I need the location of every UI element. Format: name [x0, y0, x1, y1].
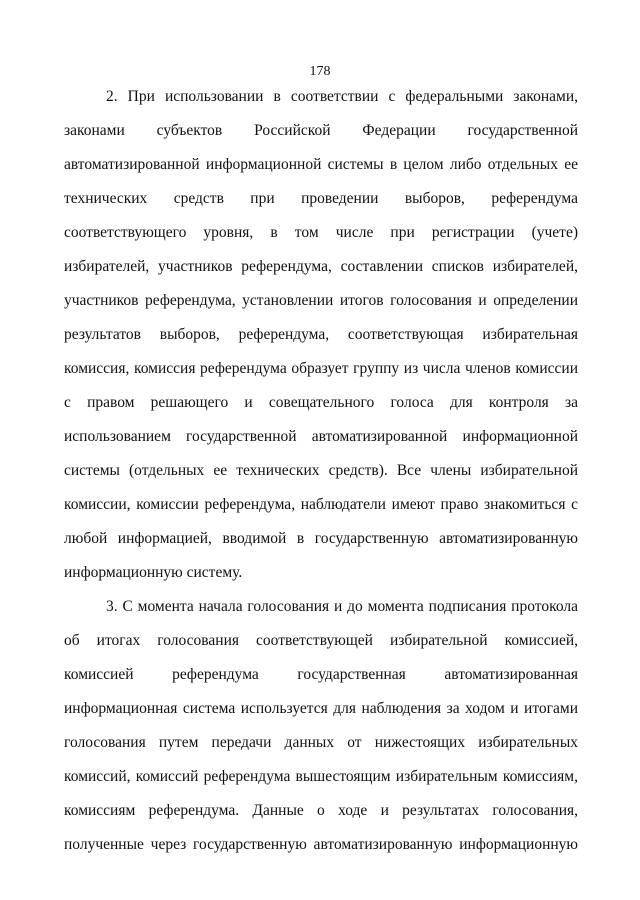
- text-line: комиссиям референдума. Данные о ходе и результатах голосования,: [64, 802, 578, 819]
- text-line: законами субъектов Российской Федерации государственной: [64, 122, 578, 139]
- text-line: избирателей, участников референдума, составлении списков избирателей,: [64, 258, 578, 275]
- text-line: с правом решающего и совещательного голоса для контроля за: [64, 394, 578, 411]
- text-line: полученные через государственную автоматизированную информационную: [64, 836, 578, 853]
- text-line: соответствующего уровня, в том числе при регистрации (учете): [64, 224, 578, 241]
- text-line: любой информацией, вводимой в государственную автоматизированную: [64, 530, 578, 547]
- text-line: участников референдума, установлении итогов голосования и определении: [64, 292, 578, 309]
- page-number: 178: [309, 64, 331, 79]
- text-line: информационную систему.: [64, 564, 243, 581]
- document-body: [64, 86, 578, 868]
- text-line: комиссий, комиссий референдума вышестоящим избирательным комиссиям,: [64, 768, 578, 785]
- text-line: информационная система используется для наблюдения за ходом и итогами: [64, 700, 578, 717]
- text-line: результатов выборов, референдума, соответствующая избирательная: [64, 326, 578, 343]
- text-line: 3. С момента начала голосования и до момента подписания протокола: [106, 598, 578, 615]
- text-line: 2. При использовании в соответствии с федеральными законами,: [106, 88, 578, 105]
- text-line: комиссия, комиссия референдума образует группу из числа членов комиссии: [64, 360, 578, 377]
- text-line: автоматизированной информационной системы в целом либо отдельных ее: [64, 156, 578, 173]
- paragraph-item-2: [64, 86, 578, 596]
- text-line: использованием государственной автоматизированной информационной: [64, 428, 578, 445]
- text-line: комиссии, комиссии референдума, наблюдатели имеют право знакомиться с: [64, 496, 578, 513]
- text-line: комиссией референдума государственная автоматизированная: [64, 666, 578, 683]
- text-line: технических средств при проведении выборов, референдума: [64, 190, 578, 207]
- text-line: об итогах голосования соответствующей избирательной комиссией,: [64, 632, 578, 649]
- paragraph-item-3: [64, 596, 578, 868]
- text-line: голосования путем передачи данных от нижестоящих избирательных: [64, 734, 578, 751]
- text-line: системы (отдельных ее технических средств). Все члены избирательной: [64, 462, 578, 479]
